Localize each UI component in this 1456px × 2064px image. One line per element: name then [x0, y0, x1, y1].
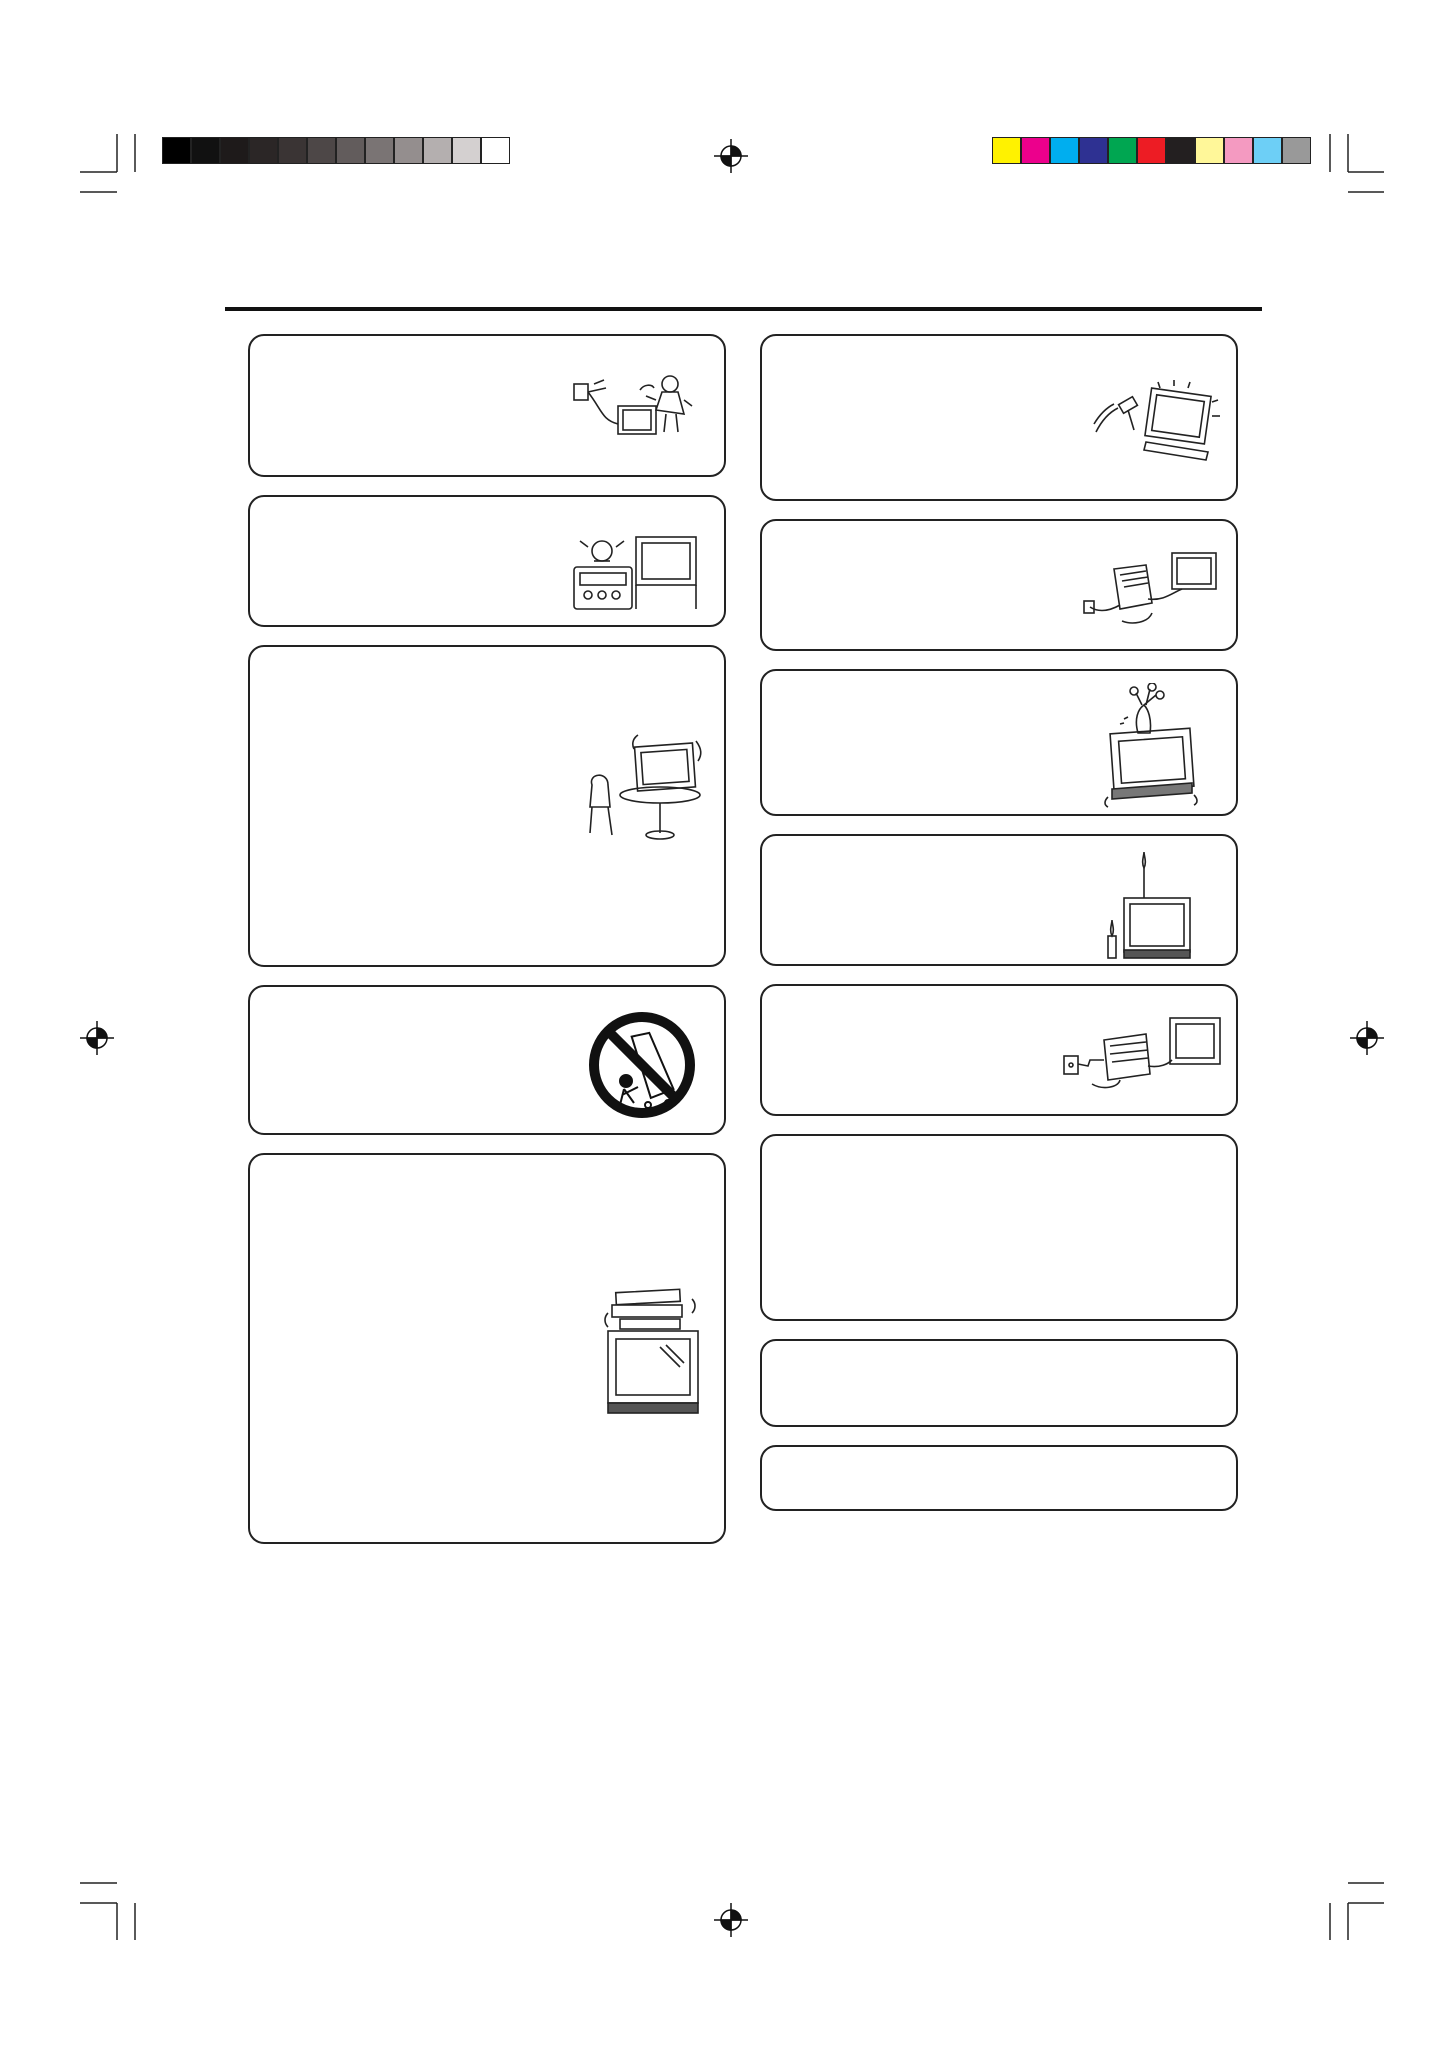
safety-box-cart-warning [248, 985, 726, 1135]
calibration-swatch [992, 137, 1021, 164]
header-rule [225, 307, 1262, 311]
calibration-swatch [452, 137, 481, 164]
candles-near-tv-icon [1104, 850, 1202, 960]
calibration-swatch [1079, 137, 1108, 164]
unplug-cord-icon [572, 370, 702, 450]
safety-box-unstable-stand [248, 645, 726, 967]
hammer-hitting-tv-icon [1092, 380, 1222, 470]
vase-on-tv-icon [1098, 683, 1202, 809]
safety-box-note-a [760, 1134, 1238, 1321]
calibration-swatch [278, 137, 307, 164]
safety-box-note-c [760, 1445, 1238, 1511]
safety-box-heavy-objects [248, 1153, 726, 1544]
safety-box-cord-pull [248, 334, 726, 477]
calibration-swatch [1195, 137, 1224, 164]
safety-box-power-adapter [760, 519, 1238, 651]
objects-on-tv-icon [600, 1287, 706, 1419]
calibration-swatch [249, 137, 278, 164]
calibration-swatch [307, 137, 336, 164]
adapter-and-tv-icon [1082, 551, 1218, 635]
calibration-swatch [336, 137, 365, 164]
calibration-swatch [162, 137, 191, 164]
calibration-swatch [220, 137, 249, 164]
calibration-swatch [1282, 137, 1311, 164]
tv-on-table-icon [584, 733, 708, 845]
calibration-swatch [191, 137, 220, 164]
calibration-swatch [423, 137, 452, 164]
cart-tipover-icon [586, 1009, 698, 1121]
safety-box-impact [760, 334, 1238, 501]
safety-box-outlet-adapter [760, 984, 1238, 1116]
tv-near-appliance-icon [572, 523, 700, 613]
outlet-adapter-tv-icon [1062, 1016, 1222, 1100]
calibration-swatch [1224, 137, 1253, 164]
calibration-swatch [1137, 137, 1166, 164]
calibration-swatch [1021, 137, 1050, 164]
calibration-swatch [1253, 137, 1282, 164]
safety-box-open-flame [760, 834, 1238, 966]
safety-box-liquids [760, 669, 1238, 816]
calibration-swatch [481, 137, 510, 164]
calibration-swatch [1166, 137, 1195, 164]
calibration-swatch [394, 137, 423, 164]
calibration-swatch [1108, 137, 1137, 164]
safety-box-heat-source [248, 495, 726, 627]
safety-box-note-b [760, 1339, 1238, 1427]
calibration-swatch [1050, 137, 1079, 164]
calibration-swatch [365, 137, 394, 164]
